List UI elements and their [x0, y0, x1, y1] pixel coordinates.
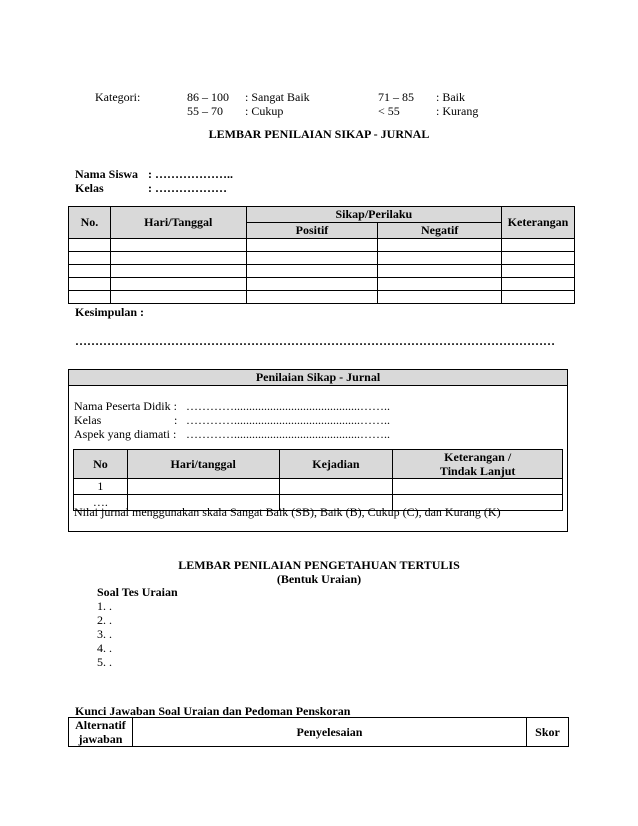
kelas-value: : ……………… — [148, 181, 227, 195]
soal-item-5: 5. . — [97, 655, 112, 669]
peserta-label: Nama Peserta Didik : — [74, 399, 177, 413]
kategori-range-86-100: 86 – 100 — [187, 90, 229, 104]
kunci-table — [68, 717, 569, 747]
table-row — [69, 265, 575, 278]
header-sikap-perilaku: Sikap/Perilaku — [246, 207, 501, 223]
pengetahuan-title: LEMBAR PENILAIAN PENGETAHUAN TERTULIS — [178, 558, 460, 572]
kejadian-header-ket2: Tindak Lanjut — [439, 464, 516, 478]
kunci-header-alt2: jawaban — [78, 732, 123, 746]
table-row — [69, 252, 575, 265]
kejadian-header-keterangan — [393, 450, 563, 479]
kategori-range-lt-55: < 55 — [378, 104, 400, 118]
kejadian-header-ket1: Keterangan / — [444, 450, 512, 464]
soal-tes-title: Soal Tes Uraian — [97, 585, 178, 599]
nama-siswa-value: : ……………….. — [148, 167, 233, 181]
nama-siswa-label: Nama Siswa — [75, 167, 139, 181]
kejadian-header-hari: Hari/tanggal — [127, 450, 279, 479]
soal-item-1: 1. . — [97, 599, 112, 613]
soal-item-3: 3. . — [97, 627, 112, 641]
kejadian-row-2-no: …. — [74, 495, 128, 511]
header-positif: Positif — [246, 223, 378, 239]
kesimpulan-label: Kesimpulan : — [75, 305, 145, 319]
skala-note: Nilai jurnal menggunakan skala Sangat Baik (SB), Baik (B), Cukup (C), dan Kurang (K) — [74, 505, 501, 519]
jurnal-title: LEMBAR PENILAIAN SIKAP - JURNAL — [208, 127, 430, 141]
kejadian-header-kejadian: Kejadian — [279, 450, 393, 479]
table-row — [69, 278, 575, 291]
kunci-header-alternatif — [69, 718, 133, 747]
kategori-range-55-70: 55 – 70 — [187, 104, 223, 118]
kejadian-row-1-no: 1 — [74, 479, 128, 495]
aspek-value: …………..........................................…….. — [186, 427, 390, 441]
table-row — [74, 479, 563, 495]
box-kelas-label: Kelas — [74, 413, 102, 427]
kategori-range-71-85: 71 – 85 — [378, 90, 414, 104]
header-keterangan: Keterangan — [502, 207, 575, 239]
box-kelas-colon: : — [174, 413, 178, 427]
kunci-title: Kunci Jawaban Soal Uraian dan Pedoman Penskoran — [75, 704, 351, 718]
box-kelas-value: …………..........................................…….. — [186, 413, 390, 427]
penilaian-box-title: Penilaian Sikap - Jurnal — [69, 370, 567, 386]
kunci-header-skor: Skor — [527, 718, 569, 747]
kategori-desc-sangat-baik: : Sangat Baik — [245, 90, 310, 104]
header-negatif: Negatif — [378, 223, 502, 239]
kategori-label: Kategori: — [95, 90, 141, 104]
kejadian-table — [73, 449, 563, 511]
soal-item-4: 4. . — [97, 641, 112, 655]
header-no: No. — [69, 207, 111, 239]
kategori-desc-baik: : Baik — [436, 90, 465, 104]
header-hari-tanggal: Hari/Tanggal — [110, 207, 246, 239]
kejadian-header-no: No — [74, 450, 128, 479]
table-row — [69, 291, 575, 304]
kategori-desc-kurang: : Kurang — [436, 104, 479, 118]
table-row — [69, 239, 575, 252]
kunci-header-alt1: Alternatif — [75, 718, 126, 732]
kelas-label: Kelas — [75, 181, 104, 195]
kategori-desc-cukup: : Cukup — [245, 104, 284, 118]
kesimpulan-dots: ………………………………………………………………………………………………………… — [75, 334, 555, 348]
jurnal-table — [68, 206, 575, 304]
aspek-label: Aspek yang diamati : — [74, 427, 177, 441]
soal-item-2: 2. . — [97, 613, 112, 627]
pengetahuan-subtitle: (Bentuk Uraian) — [276, 572, 362, 586]
kunci-header-penyelesaian: Penyelesaian — [132, 718, 526, 747]
peserta-value: …………..........................................…….. — [186, 399, 390, 413]
